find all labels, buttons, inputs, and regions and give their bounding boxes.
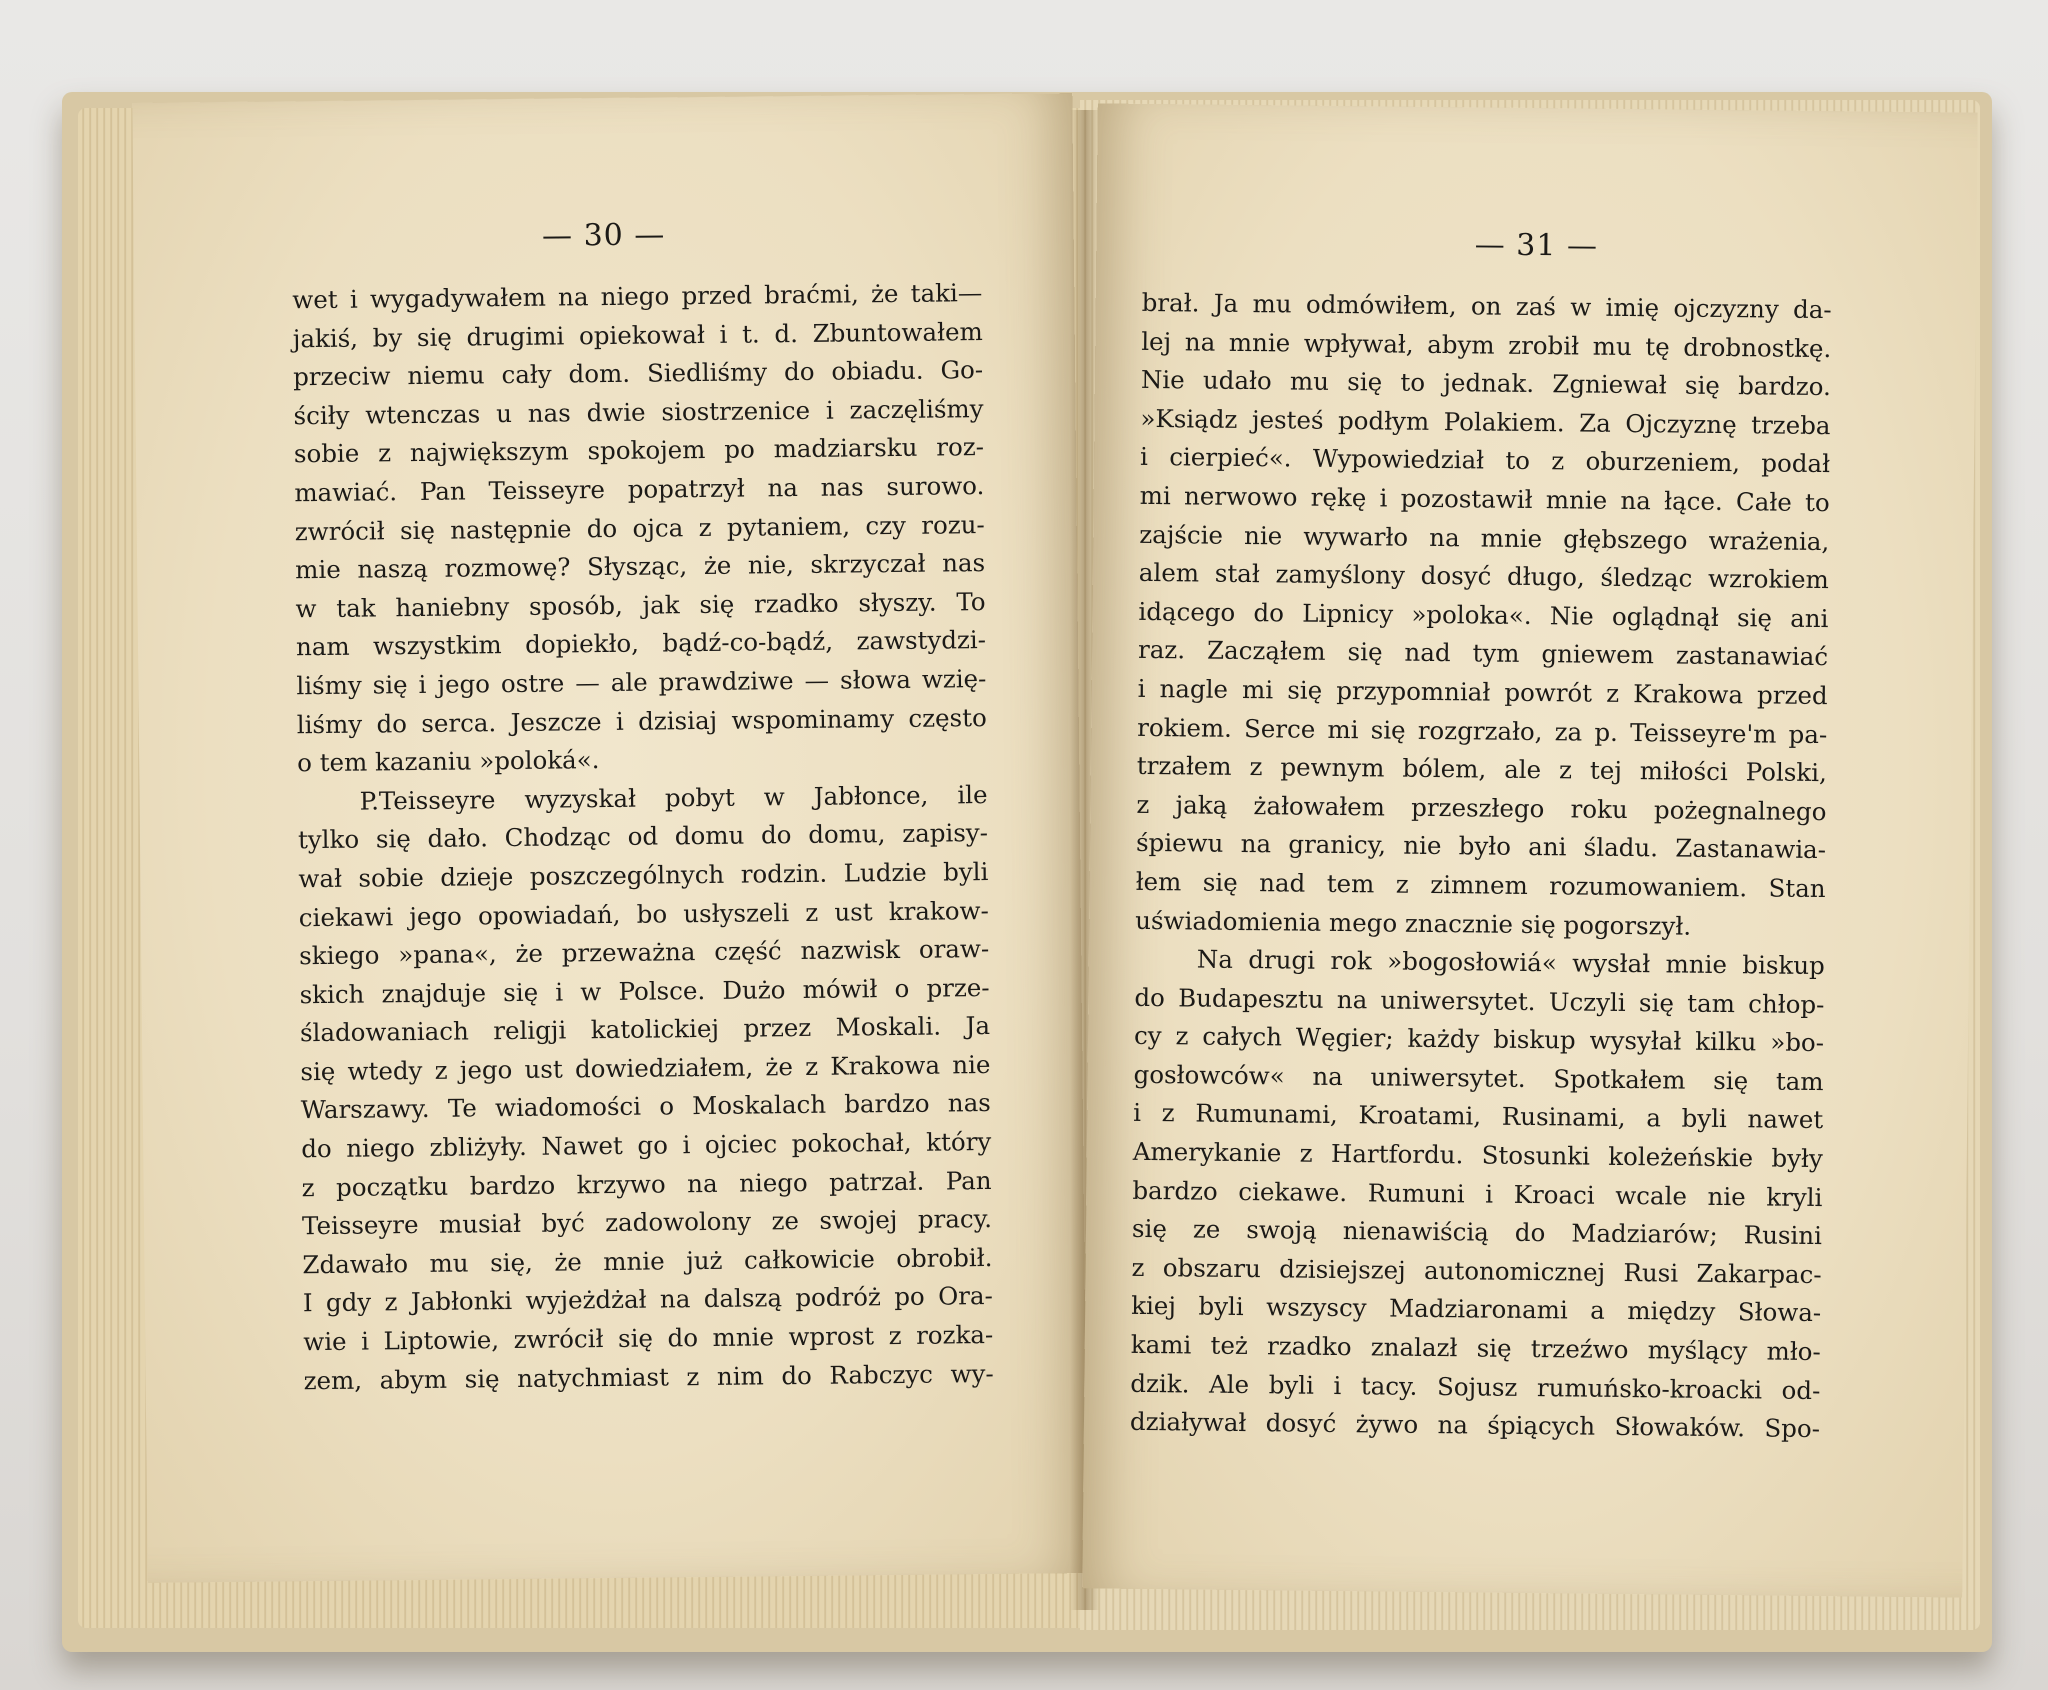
text-line: działywał dosyć żywo na śpiących Słowaków. Spo- bbox=[1129, 1407, 1821, 1444]
text-line: liśmy się i jego ostre — ale prawdziwe — słowa wzię- bbox=[296, 663, 987, 701]
text-line: wał sobie dzieje poszczególnych rodzin. Ludzie byli bbox=[298, 856, 989, 894]
text-line: kiej byli wszyscy Madziaronami a między Słowa- bbox=[1131, 1291, 1822, 1328]
text-line: z jaką żałowałem przeszłego roku pożegnalnego bbox=[1136, 789, 1827, 826]
text-line: i cierpieć«. Wypowiedział to z oburzeniem, podał bbox=[1139, 442, 1831, 479]
text-line: raz. Zacząłem się nad tym gniewem zastanawiać bbox=[1137, 635, 1829, 672]
text-line: się ze swoją nienawiścią do Madziarów; Rusini bbox=[1131, 1214, 1823, 1251]
text-line: kami też rzadko znalazł się trzeźwo myślący mło- bbox=[1130, 1329, 1821, 1367]
text-line: cy z całych Węgier; każdy biskup wysyłał kilku »bo- bbox=[1133, 1021, 1825, 1058]
text-line: z początku bardzo krzywo na niego patrzał. Pan bbox=[301, 1165, 992, 1202]
text-line: przeciw niemu cały dom. Siedliśmy do obiadu. Go- bbox=[293, 355, 984, 392]
text-line: mie naszą rozmowę? Słysząc, że nie, skrzyczał nas bbox=[295, 548, 986, 585]
left-page-text bbox=[292, 274, 994, 1400]
text-line: tylko się dało. Chodząc od domu do domu, zapisy- bbox=[297, 818, 989, 855]
text-line: do Budapesztu na uniwersytet. Uczyli się tam chłop- bbox=[1134, 982, 1825, 1019]
right-page-text bbox=[1130, 284, 1832, 1449]
text-line: łem się nad tem z zimnem rozumowaniem. Stan bbox=[1135, 866, 1826, 904]
text-line: sobie z największym spokojem po madziarsku roz- bbox=[293, 432, 985, 469]
text-line: mi nerwowo rękę i pozostawił mnie na łące. Całe to bbox=[1139, 480, 1830, 518]
text-line: zajście nie wywarło na mnie głębszego wrażenia, bbox=[1139, 519, 1830, 556]
text-line: P.Teisseyre wyzyskał pobyt w Jabłonce, ile bbox=[359, 779, 988, 816]
text-line: się wtedy z jego ust dowiedziałem, że z Krakowa nie bbox=[300, 1049, 991, 1087]
text-line: alem stał zamyślony dosyć długo, śledząc wzrokiem bbox=[1138, 558, 1830, 595]
text-line: ciekawi jego opowiadań, bo usłyszeli z ust krakow- bbox=[298, 895, 989, 932]
text-line: I gdy z Jabłonki wyjeżdżał na dalszą podróż po Ora- bbox=[302, 1281, 993, 1318]
text-line: jakiś, by się drugimi opiekował i t. d. Zbuntowałem bbox=[292, 316, 983, 353]
text-line: mawiać. Pan Teisseyre popatrzył na nas surowo. bbox=[294, 471, 985, 508]
text-line: wet i wygadywałem na niego przed braćmi, że taki— bbox=[292, 278, 983, 315]
text-line: do niego zbliżyły. Nawet go i ojciec pokochał, który bbox=[301, 1127, 992, 1164]
text-line: idącego do Lipnicy »poloka«. Nie oglądnął się ani bbox=[1138, 596, 1829, 633]
text-line: nam wszystkim dopiekło, bądź-co-bądź, zawstydzi- bbox=[295, 625, 987, 662]
text-line: rokiem. Serce mi się rozgrzało, za p. Teisseyre'm pa- bbox=[1137, 712, 1828, 749]
text-line: ściły wtenczas u nas dwie siostrzenice i zaczęliśmy bbox=[293, 393, 984, 431]
text-line: bardzo ciekawe. Rumuni i Kroaci wcale nie kryli bbox=[1132, 1175, 1823, 1212]
text-line: i nagle mi się przypomniał powrót z Krakowa przed bbox=[1137, 673, 1828, 711]
text-line: i z Rumunami, Kroatami, Rusinami, a byli nawet bbox=[1133, 1098, 1824, 1135]
text-line: o tem kazaniu »poloká«. bbox=[297, 745, 600, 778]
text-line: skich znajduje się i w Polsce. Dużo mówił o prze- bbox=[299, 972, 990, 1009]
text-line: Zdawało mu się, że mnie już całkowicie obrobił. bbox=[302, 1242, 993, 1280]
text-line: Amerykanie z Hartfordu. Stosunki koleżeńskie były bbox=[1132, 1136, 1823, 1174]
page-number-right: — 31 — bbox=[1474, 227, 1599, 264]
text-line: Teisseyre musiał być zadowolony ze swojej pracy. bbox=[301, 1204, 993, 1241]
text-line: lej na mnie wpływał, abym zrobił mu tę drobnostkę. bbox=[1141, 326, 1832, 363]
text-line: śladowaniach religji katolickiej przez Moskali. Ja bbox=[299, 1011, 991, 1048]
text-line: wie i Liptowie, zwrócił się do mnie wprost z rozka- bbox=[303, 1320, 994, 1357]
text-line: dzik. Ale byli i tacy. Sojusz rumuńsko-kroacki od- bbox=[1130, 1368, 1821, 1405]
text-line: zwrócił się następnie do ojca z pytaniem, czy rozu- bbox=[294, 509, 985, 546]
text-line: gosłowców« na uniwersytet. Spotkałem się tam bbox=[1133, 1059, 1824, 1096]
text-line: z obszaru dzisiejszej autonomicznej Rusi Zakarpac- bbox=[1131, 1252, 1822, 1289]
text-line: skiego »pana«, że przeważna część nazwisk oraw- bbox=[299, 934, 990, 971]
text-line: zem, abym się natychmiast z nim do Rabczyc wy- bbox=[303, 1358, 994, 1395]
text-line: śpiewu na granicy, nie było ani śladu. Zastanawia- bbox=[1135, 828, 1827, 865]
text-line: Nie udało mu się to jednak. Zgniewał się bardzo. bbox=[1140, 365, 1832, 402]
text-line: Warszawy. Te wiadomości o Moskalach bardzo nas bbox=[300, 1088, 991, 1125]
text-line: liśmy do serca. Jeszcze i dzisiaj wspominamy często bbox=[296, 702, 987, 739]
text-line: Na drugi rok »bogosłowiá« wysłał mnie biskup bbox=[1196, 944, 1825, 981]
left-page bbox=[132, 93, 1087, 1583]
text-line: w tak haniebny sposób, jak się rzadko słyszy. To bbox=[295, 586, 986, 624]
text-line: uświadomienia mego znacznie się pogorszył. bbox=[1135, 905, 1692, 941]
text-line: trzałem z pewnym bólem, ale z tej miłości Polski, bbox=[1136, 751, 1827, 788]
right-page bbox=[1082, 103, 1978, 1597]
page-number-left: — 30 — bbox=[541, 217, 666, 254]
text-line: brał. Ja mu odmówiłem, on zaś w imię ojczyzny da- bbox=[1141, 287, 1832, 325]
text-line: »Ksiądz jesteś podłym Polakiem. Za Ojczyznę trzeba bbox=[1140, 403, 1831, 440]
